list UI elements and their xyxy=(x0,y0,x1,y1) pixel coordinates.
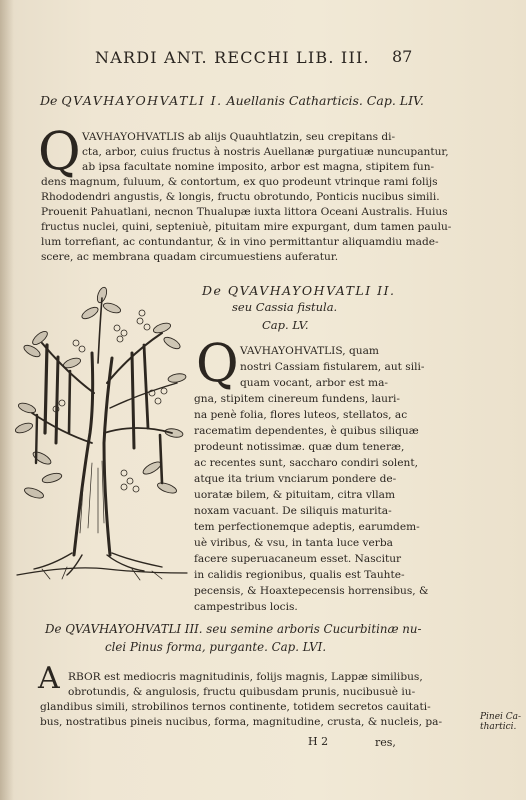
ch55-line: nostri Cassiam fistularem, aut sili- xyxy=(240,361,425,373)
chapter-54-heading-prefix: De xyxy=(40,93,62,108)
running-title: NARDI ANT. RECCHI LIB. III. xyxy=(95,48,370,67)
ch55-line: noxam vacuant. De siliquis maturita- xyxy=(194,505,392,517)
ch55-line: pecensis, & Hoaxtepecensis horrensibus, & xyxy=(194,585,429,597)
woodcut-tree-illustration xyxy=(12,283,190,583)
marginal-note-line2: thartici. xyxy=(480,722,517,732)
ch54-line: lum torrefiant, ac contundantur, & in vino permittantur aliquamdiu made- xyxy=(41,236,439,248)
ch56-line: RBOR est mediocris magnitudinis, folijs magnis, Lappæ similibus, xyxy=(68,671,423,683)
ch56-line: obrotundis, & angulosis, fructu quibusdam prunis, nucibusuè iu- xyxy=(68,686,416,698)
ch54-line: Rhododendri angustis, & longis, fructu obrotundo, Ponticis nucibus simili. xyxy=(41,191,440,203)
ch56-line: bus, nostratibus pineis nucibus, forma, magnitudine, crusta, & nucleis, pa- xyxy=(40,716,443,728)
ch54-line: scere, ac membrana quadam circumuestiens auferatur. xyxy=(41,251,339,263)
catchword: res, xyxy=(375,736,396,749)
ch55-line: VAVHAYOHVATLIS, quam xyxy=(240,345,379,357)
chapter-55-heading-line2: seu Cassia fistula. xyxy=(232,300,338,314)
ch54-line: ab ipsa facultate nomine imposito, arbor est magna, stipitem fun- xyxy=(82,161,435,173)
ch55-line: prodeunt notissimæ. quæ dum teneræ, xyxy=(194,441,405,453)
chapter-54-dropcap: Q xyxy=(38,122,81,182)
ch55-line: quam vocant, arbor est ma- xyxy=(240,377,389,389)
ch54-line: fructus nuclei, quini, septeniuè, pituitam mire expurgant, dum tamen paulu- xyxy=(41,221,452,233)
ch54-line: VAVHAYOHVATLIS ab alijs Quauhtlatzin, seu crepitans di- xyxy=(82,131,396,143)
chapter-56-heading-line1: De QVAVHAYOHVATLI III. seu semine arboris Cucurbitinæ nu- xyxy=(45,622,422,636)
chapter-56-heading-line2: clei Pinus forma, purgante. Cap. LVI. xyxy=(105,640,327,654)
chapter-55-heading-line1: De QVAVHAYOHVATLI II. xyxy=(202,283,396,298)
chapter-55-heading-line3: Cap. LV. xyxy=(262,318,309,332)
ch54-line: Prouenit Pahuatlani, necnon Thualupæ iuxta littora Oceani Australis. Huius xyxy=(41,206,448,218)
ch55-line: tem perfectionemque adeptis, earumdem- xyxy=(194,521,420,533)
ch55-line: uoratæ bilem, & pituitam, citra vllam xyxy=(194,489,396,501)
ch56-line: glandibus simili, strobilinos ternos continente, totidem secretos cauitati- xyxy=(40,701,431,713)
page-number: 87 xyxy=(392,47,413,66)
chapter-54-heading-name: QVAVHAYOHVATLI I. xyxy=(61,93,223,108)
ch55-line: atque ita trium vnciarum pondere de- xyxy=(194,473,397,485)
ch55-line: na penè folia, flores luteos, stellatos, ac xyxy=(194,409,408,421)
ch55-line: uè viribus, & vsu, in tanta luce verba xyxy=(194,537,393,549)
chapter-54-heading-rest: Auellanis Catharticis. Cap. LIV. xyxy=(222,93,424,108)
ch54-line: cta, arbor, cuius fructus à nostris Auellanæ purgatiuæ nuncupantur, xyxy=(82,146,449,158)
chapter-54-heading xyxy=(40,93,424,108)
ch55-line: in calidis regionibus, qualis est Tauhte- xyxy=(194,569,405,581)
chapter-56-dropcap: A xyxy=(38,661,60,696)
marginal-note xyxy=(480,712,521,732)
ch54-line: dens magnum, fuluum, & contortum, ex quo prodeunt vtrinque rami folijs xyxy=(41,176,438,188)
ch55-line: facere superuacaneum esset. Nascitur xyxy=(194,553,402,565)
ch55-line: ac recentes sunt, saccharo condiri solent, xyxy=(194,457,418,469)
ch55-line: campestribus locis. xyxy=(194,601,298,613)
ch55-line: gna, stipitem cinereum fundens, lauri- xyxy=(194,393,400,405)
signature-mark: H 2 xyxy=(308,735,329,748)
ch55-line: racematim dependentes, è quibus siliquæ xyxy=(194,425,419,437)
marginal-note-line1: Pinei Ca- xyxy=(480,712,522,722)
chapter-55-dropcap: Q xyxy=(196,334,239,394)
